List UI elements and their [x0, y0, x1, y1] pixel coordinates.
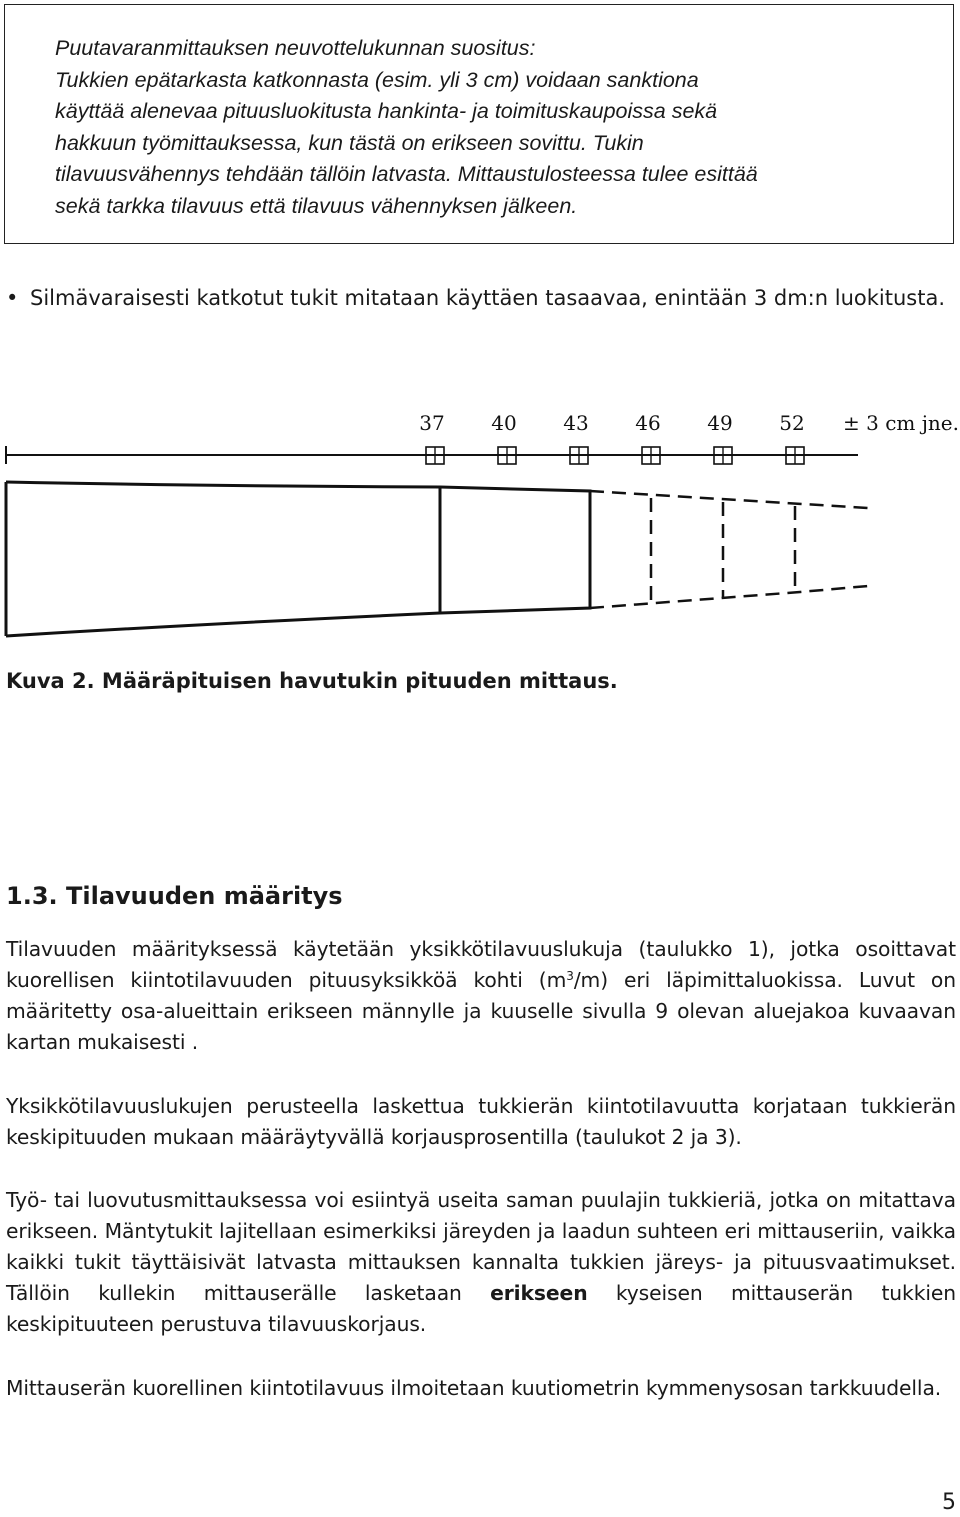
paragraph-1	[6, 934, 956, 1058]
note-line-5: tilavuusvähennys tehdään tällöin latvasta. Mittaustulosteessa tulee esittää	[55, 162, 758, 186]
scale-label-43: 43	[563, 411, 589, 435]
scale-suffix: ± 3 cm jne.	[843, 411, 959, 435]
log-length-figure	[0, 400, 960, 650]
bullet-dot: •	[6, 286, 19, 310]
log-dashed-section	[590, 491, 868, 608]
paragraph-3-end: kyseisen mittauserän tukkien keskipituuteen perustuva tilavuuskorjaus.	[6, 1281, 957, 1336]
scale-label-37: 37	[419, 411, 445, 435]
paragraph-1-start: Tilavuuden määrityksessä käytetään yksikkötilavuuslukuja (taulukko 1), jotka osoittavat kuorellisen kiintotilavuuden pituusyksikköä kohti (m	[6, 937, 956, 992]
note-line-6: sekä tarkka tilavuus että tilavuus vähennyksen jälkeen.	[55, 193, 578, 218]
scale-label-49: 49	[707, 411, 733, 435]
bullet-item	[6, 282, 956, 314]
scale-label-46: 46	[635, 411, 661, 435]
paragraph-3	[6, 1185, 956, 1340]
recommendation-box	[4, 4, 954, 244]
note-line-3: käyttää alenevaa pituusluokitusta hankinta- ja toimituskaupoissa sekä	[55, 99, 718, 123]
section-heading: 1.3. Tilavuuden määritys	[6, 882, 343, 910]
paragraph-3-start: Työ- tai luovutusmittauksessa voi esiintyä useita saman puulajin tukkieriä, jotka on mitattava erikseen. Mäntytukit lajitellaan esimerkiksi järeyden ja laadun suhteen eri mittauseriin, vaikka kaikki tukit täyttäisivät latvasta mittauksen kannalta tukkien järeys- ja pituusvaatimukset. Tällöin kullekin mittauserälle lasketaan	[6, 1188, 956, 1305]
page-number: 5	[942, 1490, 956, 1515]
figure-caption: Kuva 2. Määräpituisen havutukin pituuden mittaus.	[6, 669, 618, 693]
measuring-scale	[6, 446, 858, 464]
paragraph-1-end: /m) eri läpimittaluokissa. Luvut on määritetty osa-alueittain erikseen männylle ja kuuselle sivulla 9 olevan aluejakoa kuvaavan kartan mukaisesti .	[6, 968, 956, 1054]
scale-label-40: 40	[491, 411, 517, 435]
paragraph-2: Yksikkötilavuuslukujen perusteella laskettua tukkierän kiintotilavuutta korjataan tukkierän keskipituuden mukaan määräytyvällä korjausprosentilla (taulukot 2 ja 3).	[6, 1094, 956, 1149]
superscript-3: 3	[566, 969, 574, 983]
log-solid-section	[6, 482, 590, 636]
note-line-4: hakkuun työmittauksessa, kun tästä on erikseen sovittu. Tukin	[55, 130, 644, 155]
paragraph-4: Mittauserän kuorellinen kiintotilavuus ilmoitetaan kuutiometrin kymmenysosan tarkkuudella.	[6, 1376, 942, 1400]
note-line-1: Puutavaranmittauksen neuvottelukunnan suositus:	[55, 36, 536, 60]
bullet-text: Silmävaraisesti katkotut tukit mitataan käyttäen tasaavaa, enintään 3 dm:n luokitusta.	[30, 286, 945, 310]
note-line-2: Tukkien epätarkasta katkonnasta (esim. yli 3 cm) voidaan sanktiona	[55, 67, 699, 92]
emphasis-bold: erikseen	[490, 1281, 588, 1305]
scale-label-52: 52	[779, 411, 805, 435]
